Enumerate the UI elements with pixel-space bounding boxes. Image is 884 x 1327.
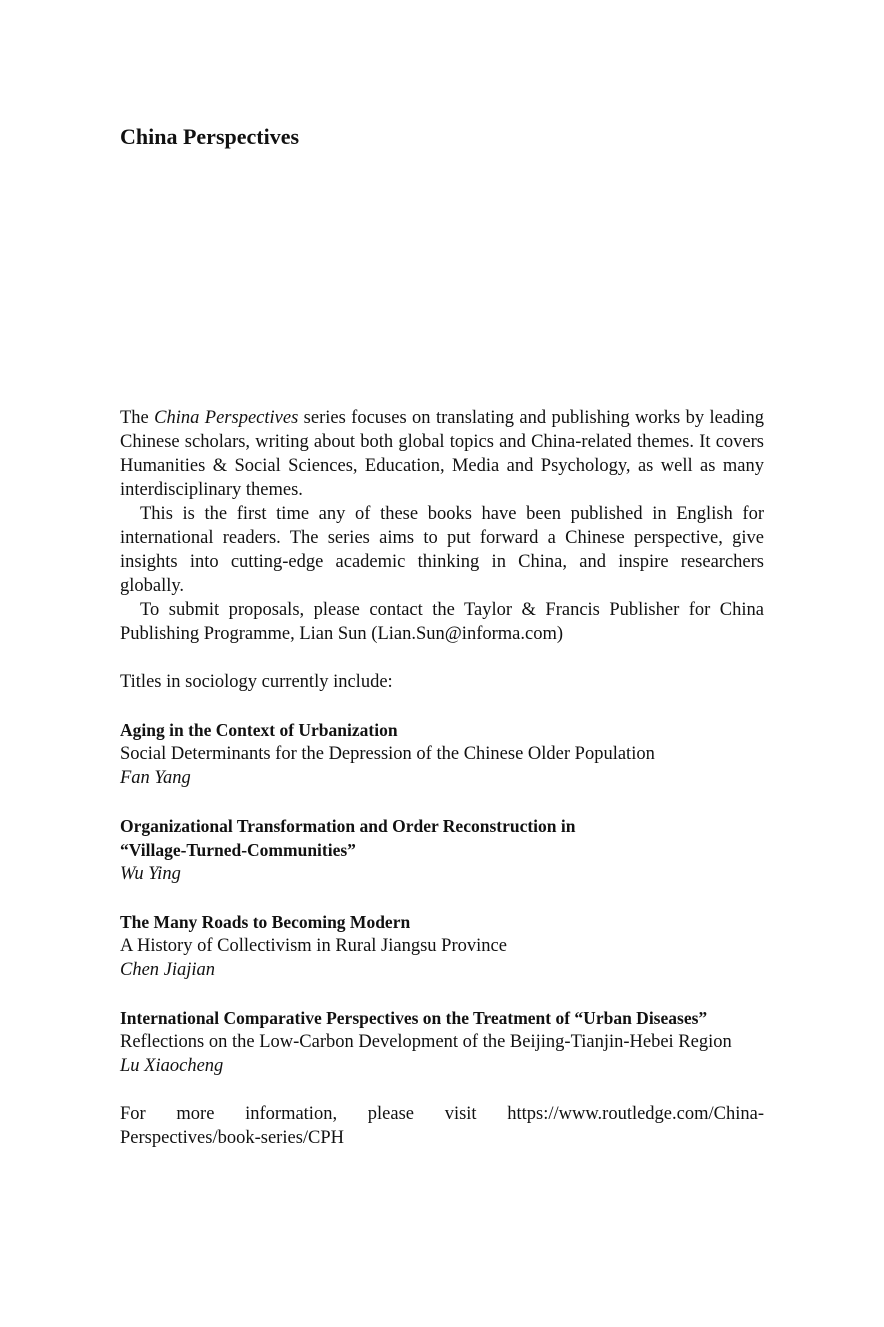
book-entry: [120, 814, 764, 886]
book-author: Lu Xiaocheng: [120, 1056, 224, 1076]
intro-p1-after: series focuses on translating and publishing works by leading Chinese scholars, writing about both global topics and China-related themes. It covers Humanities & Social Sciences, Education, Media and Psychology, as well as many interdisciplinary themes.: [120, 408, 764, 500]
series-description: [120, 406, 764, 1150]
book-title: International Comparative Perspectives on the Treatment of “Urban Diseases”: [120, 1008, 708, 1028]
intro-paragraph-1: [120, 406, 764, 502]
titles-intro: Titles in sociology currently include:: [120, 672, 393, 692]
book-subtitle: Reflections on the Low-Carbon Development of the Beijing-Tianjin-Hebei Region: [120, 1032, 732, 1052]
intro-p1-before: The: [120, 408, 155, 428]
series-name-italic: China Perspectives: [154, 408, 299, 428]
book-entry: [120, 718, 764, 790]
book-entry: [120, 1006, 764, 1078]
page-title: China Perspectives: [120, 124, 300, 149]
book-subtitle: Social Determinants for the Depression of the Chinese Older Population: [120, 744, 655, 764]
intro-paragraph-3: To submit proposals, please contact the Taylor & Francis Publisher for China Publishing Programme, Lian Sun (Lian.Sun@informa.com): [120, 600, 764, 644]
book-title-line: “Village-Turned-Communities”: [120, 840, 356, 860]
book-subtitle: A History of Collectivism in Rural Jiangsu Province: [120, 936, 507, 956]
more-info: [120, 1102, 764, 1150]
book-title: Aging in the Context of Urbanization: [120, 720, 398, 740]
book-title-line: Organizational Transformation and Order Reconstruction in: [120, 816, 576, 836]
book-author: Wu Ying: [120, 864, 181, 884]
book-title: The Many Roads to Becoming Modern: [120, 912, 411, 932]
book-author: Chen Jiajian: [120, 960, 216, 980]
intro-paragraph-2: This is the first time any of these books have been published in English for international readers. The series aims to put forward a Chinese perspective, give insights into cutting-edge academic thinking in China, and inspire researchers globally.: [120, 504, 764, 596]
more-info-line-1[interactable]: For more information, please visit https://www.routledge.com/China-: [120, 1104, 764, 1124]
more-info-line-2[interactable]: Perspectives/book-series/CPH: [120, 1128, 345, 1148]
book-author: Fan Yang: [120, 768, 191, 788]
book-entry: [120, 910, 764, 982]
